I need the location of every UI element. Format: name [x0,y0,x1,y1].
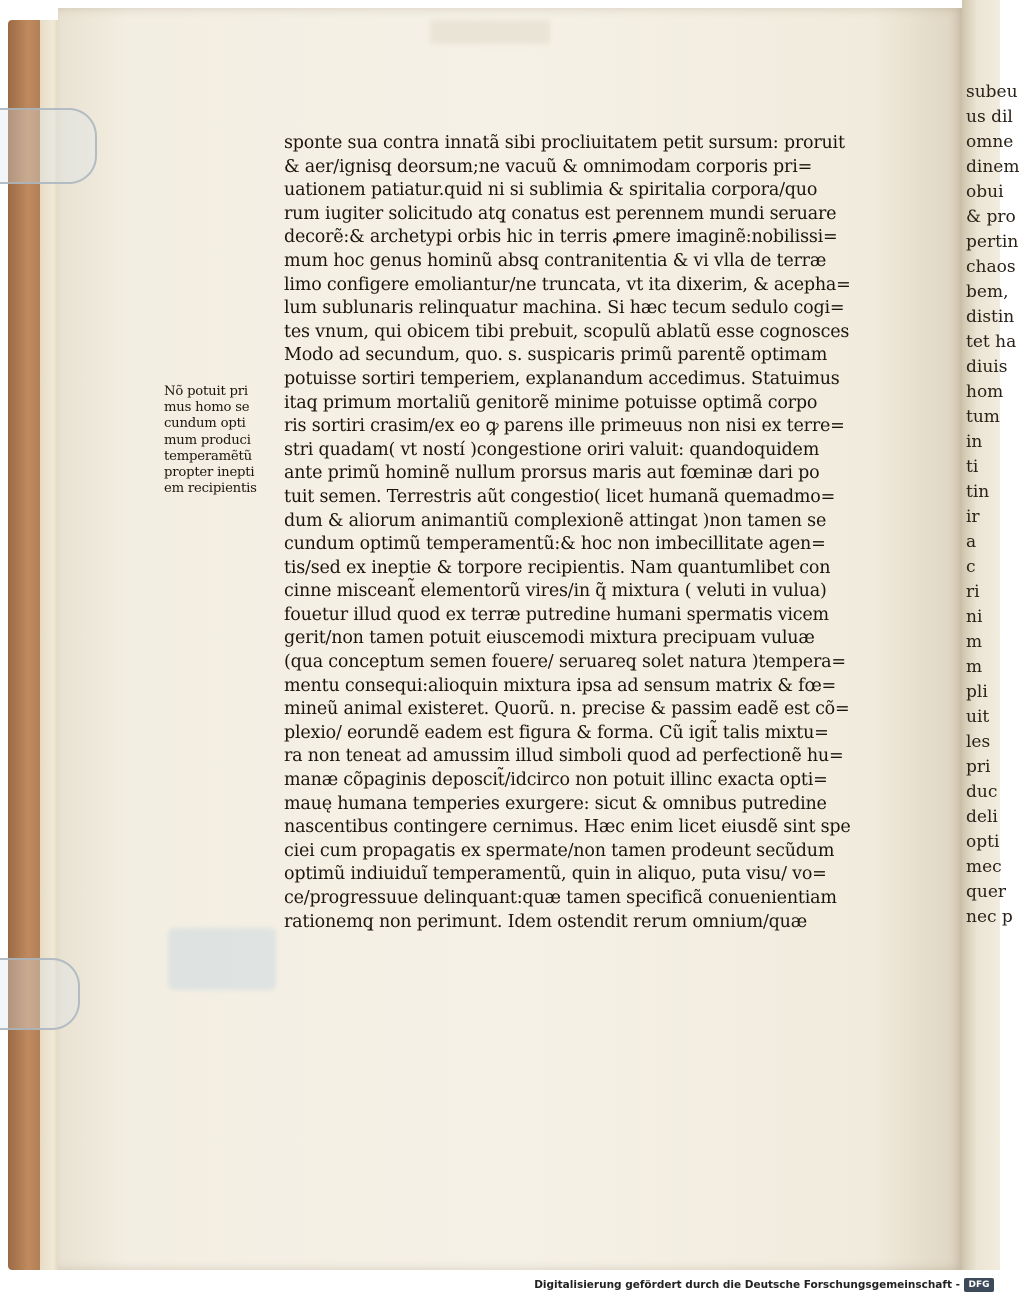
margin-note-line: temperamẽtũ [164,448,252,464]
text-line: tis/sed ex ineptie & torpore recipientis. Nam quantumlibet con [284,557,831,578]
facing-page-line: ir [966,507,980,527]
margin-note-line: mus homo se [164,400,250,416]
text-line: lum sublunaris relinquatur machina. Si hæc tecum sedulo cogi= [284,298,845,319]
margin-note [164,384,288,497]
book-clip-bottom [0,958,80,1030]
text-line: dum & aliorum animantiũ complexionẽ attingat )non tamen se [284,510,827,531]
facing-page-line: tum [966,407,1000,427]
facing-page-line: mec [966,857,1002,877]
facing-page-line: tin [966,482,990,502]
text-line: itaq̧ primum mortaliũ genitorẽ minime potuisse optimã corpo [284,392,818,413]
margin-note-line: Nõ potuit pri [164,384,248,399]
main-text-block [284,132,902,934]
text-line: ce/progressuue delinquant:quæ tamen specificã conuenientiam [284,888,837,908]
facing-page-line: nec p [966,907,1013,927]
text-line: decorẽ:& archetypi orbis hic in terris ꝓmere imaginẽ:nobilissi= [284,227,838,248]
facing-page-line: c [966,557,976,577]
facing-page-line: ni [966,607,983,627]
facing-page-line: m [966,657,983,677]
facing-page-line: quer [966,882,1007,902]
margin-note-line: cundum opti [164,416,246,432]
text-line: mineũ animal existeret. Quorũ. n. precise & passim eadẽ est cõ= [284,699,850,720]
text-line: potuisse sortiri temperiem, explanandum accedimus. Statuimus [284,368,840,389]
text-line: fouetur illud quod ex terræ putredine humani spermatis vicem [284,604,829,625]
text-line: ris sortiri crasim/ex eo ꝙ parens ille primeuus non nisi ex terre= [284,416,845,437]
text-line: stri quadam( vt ností )congestione oriri valuit: quandoquidem [284,439,820,460]
facing-page-line: deli [966,807,998,827]
text-line: plexio/ eorundẽ eadem est figura & forma. Cũ igit̃ talis mixtu= [284,722,829,743]
text-line: manæ cõpaginis deposcit̃/idcirco non potuit illinc exacta opti= [284,770,828,791]
text-line: optimũ indiuiduĩ temperamentũ, quin in aliquo, puta visu/ vo= [284,864,827,885]
text-line: ra non teneat ad amussim illud simboli quod ad perfectionẽ hu= [284,746,844,767]
text-line: cundum optimũ temperamentũ:& hoc non imbecillitate agen= [284,534,826,555]
facing-page-line: duc [966,782,998,802]
facing-page-line: opti [966,832,1000,852]
facing-page-line: distin [966,307,1015,327]
text-line: ante primũ hominẽ nullum prorsus maris aut fœminæ dari po [284,463,820,484]
text-line: mentu consequi:alioquin mixtura ipsa ad sensum matrix & fœ= [284,675,837,696]
book-clip-top [0,108,97,184]
text-line: uationem patiatur.quid ni si sublimia & spiritalia corpora/quo [284,180,818,201]
ink-show-through [430,20,550,44]
facing-page-line: & pro [966,207,1016,227]
text-line: tuit semen. Terrestris aũt congestio( licet humanã quemadmo= [284,486,836,507]
facing-page-line: ti [966,457,979,477]
facing-page-line: m [966,632,983,652]
dfg-logo: DFG [964,1278,994,1292]
facing-page [962,0,1020,1270]
funding-credit: Digitalisierung gefördert durch die Deutsche Forschungsgemeinschaft - [534,1279,960,1291]
facing-page-line: chaos [966,257,1016,277]
facing-page-line: in [966,432,983,452]
text-line: limo configere emoliantur/ne truncata, vt ita dixerim, & acepha= [284,274,851,295]
facing-page-line: bem, [966,282,1009,302]
facing-page-line: les [966,732,991,752]
text-line: ciei cum propagatis ex spermate/non tamen prodeunt secũdum [284,840,835,861]
facing-page-text [966,80,1026,930]
facing-page-line: us dil [966,107,1013,127]
text-line: sponte sua contra innatã sibi procliuitatem petit sursum: proruit [284,133,845,153]
facing-page-line: tet ha [966,332,1017,352]
facing-page-line: uit [966,707,990,727]
text-line: & aer/ignisq̧ deorsum;ne vacuũ & omnimodam corporis pri= [284,156,813,177]
facing-page-line: hom [966,382,1004,402]
margin-note-line: mum produci [164,432,251,448]
library-stamp [168,928,276,990]
text-line: tes vnum, qui obicem tibi prebuit, scopulũ ablatũ esse cognosces [284,321,850,342]
facing-page-line: pertin [966,232,1019,252]
facing-page-line: a [966,532,977,552]
facing-page-line: omne [966,132,1014,152]
facing-page-line: pri [966,757,991,777]
text-line: Modo ad secundum, quo. s. suspicaris primũ parentẽ optimam [284,345,828,366]
margin-note-line: propter inepti [164,464,255,480]
facing-page-line: obui [966,182,1004,202]
text-line: mum hoc genus hominũ absq̧ contranitentia & vi vlla de terræ [284,250,827,271]
text-line: cinne misceant̃ elementorũ vires/in q̃ mixtura ( veluti in vulua) [284,581,827,602]
facing-page-line: subeu [966,82,1018,102]
facing-page-line: ri [966,582,980,602]
text-line: rationemq̧ non perimunt. Idem ostendit rerum omnium/quæ [284,911,808,932]
text-line: mauę humana temperies exurgere: sicut & omnibus putredine [284,793,827,814]
margin-note-line: em recipientis [164,481,257,497]
facing-page-line: pli [966,682,988,702]
facing-page-line: diuis [966,357,1008,377]
text-line: nascentibus contingere cernimus. Hæc enim licet eiusdẽ sint spe [284,817,851,838]
text-line: (qua conceptum semen fouere/ seruareq̧ solet natura )tempera= [284,652,846,673]
text-line: gerit/non tamen potuit eiuscemodi mixtura precipuam vuluæ [284,628,815,649]
text-line: rum iugiter solicitudo atq̧ conatus est perennem mundi seruare [284,203,837,224]
facing-page-line: dinem [966,157,1020,177]
